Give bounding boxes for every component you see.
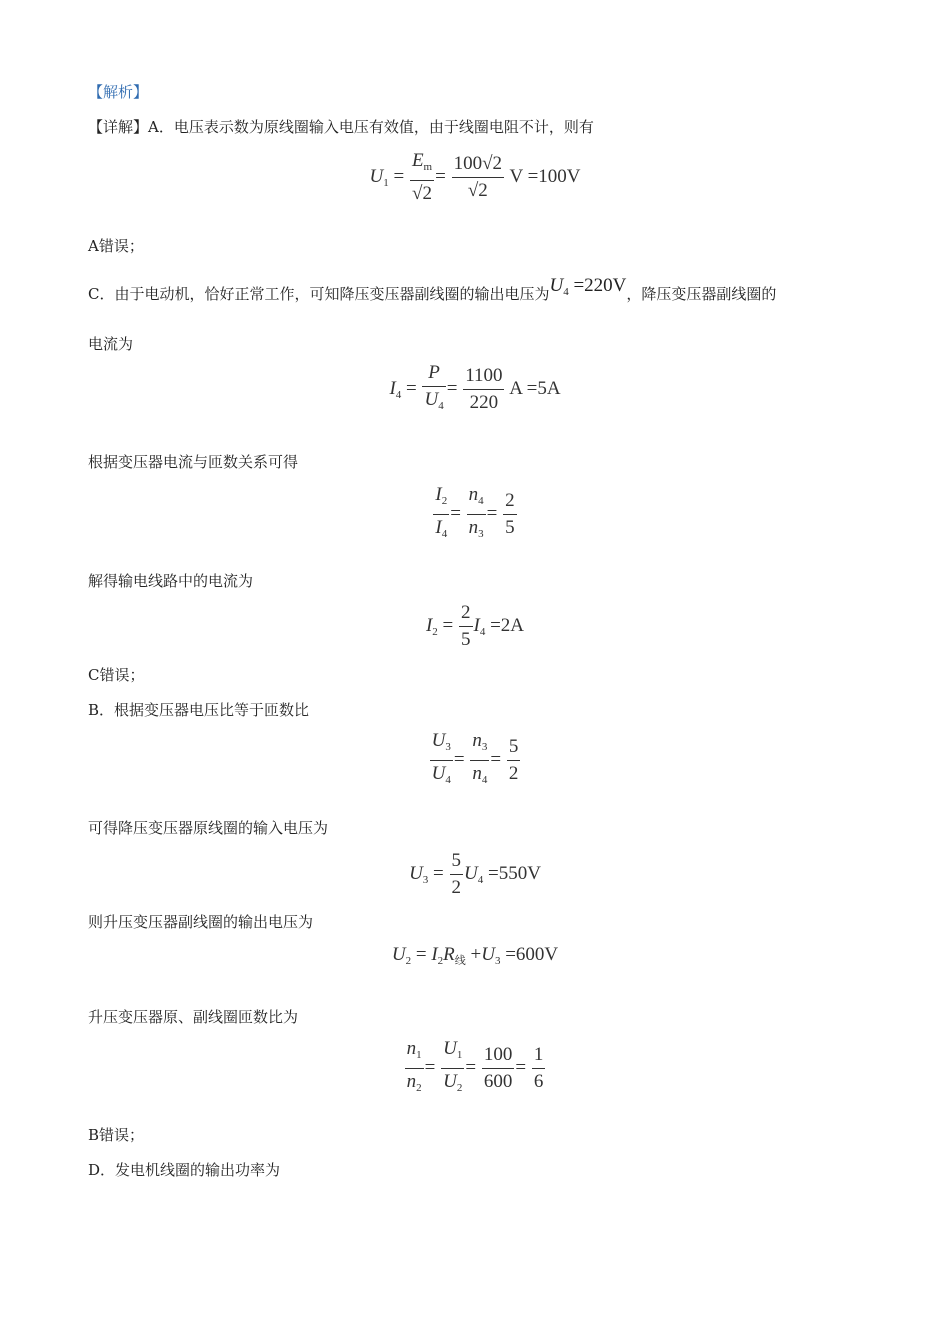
paragraph-input-voltage: 可得降压变压器原线圈的输入电压为	[88, 819, 329, 837]
detail-label: 【详解】A．	[88, 118, 174, 136]
equation-u2: $U_2 = I_2R_线 +U_3 =600V$	[391, 944, 559, 967]
paragraph-line-current: 解得输电线路中的电流为	[88, 572, 254, 590]
equation-u1: $U_1$ = $\frac{E_m}{√2}$ = $\frac{100√2}{√2}$ V =100V	[369, 150, 581, 204]
equation-current-ratio: $\frac{I_2}{I_4}$ = $\frac{n_4}{n_3}$ = $\frac{2}{5}$	[435, 484, 515, 540]
analysis-header: 【解析】	[88, 83, 149, 101]
paragraph-c-wrong: C错误；	[88, 666, 145, 684]
equation-i4: $I_4$ = $\frac{P}{U_4}$ = $\frac{1100}{220}$ A =5A	[389, 362, 561, 413]
paragraph-a-wrong: A错误；	[88, 237, 144, 255]
equation-turns-ratio: $\frac{n_1}{n_2}$ = $\frac{U_1}{U_2}$ = $\frac{100}{600}$ = $\frac{1}{6}$	[406, 1038, 544, 1094]
paragraph-output-voltage: 则升压变压器副线圈的输出电压为	[88, 913, 314, 931]
equation-u3: $U_3$ = $\frac{5}{2}$ $U_4 =550V$	[409, 850, 541, 898]
equation-voltage-ratio: $\frac{U_3}{U_4}$ = $\frac{n_3}{n_4}$ = $\frac{5}{2}$	[431, 730, 519, 786]
paragraph-turns-ratio: 升压变压器原、副线圈匝数比为	[88, 1008, 299, 1026]
paragraph-current-ratio: 根据变压器电流与匝数关系可得	[88, 453, 299, 471]
paragraph-b: B．根据变压器电压比等于匝数比	[88, 701, 310, 719]
paragraph-c-cont: 电流为	[88, 335, 134, 353]
paragraph-b-wrong: B错误；	[88, 1126, 145, 1144]
paragraph-c: C．由于电动机，恰好正常工作，可知降压变压器副线圈的输出电压为$U_4 =220V$，降压变压器副线圈的	[88, 275, 777, 303]
equation-i2: $I_2$ = $\frac{2}{5}$ $I_4 =2A$	[425, 602, 525, 650]
paragraph-a: 【详解】A．电压表示数为原线圈输入电压有效值，由于线圈电阻不计，则有	[88, 118, 594, 136]
paragraph-d: D．发电机线圈的输出功率为	[88, 1161, 281, 1179]
